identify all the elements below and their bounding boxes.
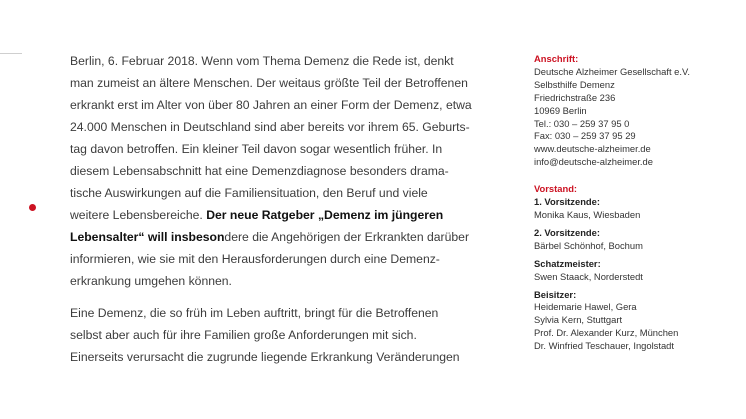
address-line: Friedrichstraße 236 (534, 91, 616, 103)
address-line: Selbsthilfe Demenz (534, 78, 615, 90)
body-line: selbst aber auch für ihre Familien große Anforderungen mit sich. (70, 328, 417, 342)
body-line: informieren, wie sie mit den Herausforderungen durch eine Demenz- (70, 252, 440, 266)
assessor-name: Prof. Dr. Alexander Kurz, München (534, 327, 679, 339)
address-heading: Anschrift: (534, 53, 579, 64)
board-heading: Vorstand: (534, 183, 578, 195)
body-line: Berlin, 6. Februar 2018. Wenn vom Thema Demenz die Rede ist, denkt (70, 54, 454, 68)
paragraph-second (70, 302, 500, 368)
section-gap (534, 169, 746, 183)
treasurer-role: Schatzmeister: (534, 257, 601, 269)
assessor-name: Dr. Winfried Teschauer, Ingolstadt (534, 340, 674, 352)
treasurer-name: Swen Staack, Norderstedt (534, 270, 643, 282)
body-line: erkrankt erst im Alter von über 80 Jahren an einer Form der Demenz, etwa (70, 98, 472, 112)
paragraph-gap (70, 292, 500, 302)
chair2-name: Bärbel Schönhof, Bochum (534, 239, 643, 251)
body-line: Einerseits verursacht die zugrunde liegende Erkrankung Veränderungen (70, 350, 460, 364)
press-release-body (70, 50, 500, 368)
body-line: diesem Lebensabschnitt hat eine Demenzdiagnose besonders drama- (70, 164, 449, 178)
body-line: man zumeist an ältere Menschen. Der weitaus größte Teil der Betroffenen (70, 76, 468, 90)
header-divider (0, 53, 22, 54)
chair1-name: Monika Kaus, Wiesbaden (534, 208, 641, 220)
bullet-marker (29, 204, 36, 211)
body-text: dere die Angehörigen der Erkrankten darüber (224, 230, 470, 244)
address-line: Deutsche Alzheimer Gesellschaft e.V. (534, 65, 690, 77)
body-line: erkrankung umgehen können. (70, 274, 232, 288)
body-text: weitere Lebensbereiche. (70, 208, 207, 222)
assessor-name: Heidemarie Hawel, Gera (534, 301, 637, 313)
chair1-role: 1. Vorsitzende: (534, 196, 600, 208)
body-line: tische Auswirkungen auf die Familiensituation, den Beruf und viele (70, 186, 428, 200)
contact-sidebar (534, 53, 746, 353)
paragraph-intro (70, 50, 500, 292)
body-line (70, 226, 500, 248)
emphasis-text: Der neue Ratgeber „Demenz im jüngeren (206, 208, 444, 222)
body-line: tag davon betroffen. Ein kleiner Teil davon sogar wesentlich früher. In (70, 142, 443, 156)
phone-line: Tel.: 030 – 259 37 95 0 (534, 117, 630, 129)
fax-line: Fax: 030 – 259 37 95 29 (534, 130, 636, 142)
website-line: www.deutsche-alzheimer.de (534, 143, 651, 155)
assessor-name: Sylvia Kern, Stuttgart (534, 314, 623, 326)
assessors-role: Beisitzer: (534, 288, 577, 300)
body-line: 24.000 Menschen in Deutschland sind aber bereits vor ihrem 65. Geburts- (70, 120, 470, 134)
chair2-role: 2. Vorsitzende: (534, 226, 600, 238)
emphasis-text: Lebensalter“ will insbeson (70, 230, 225, 244)
email-line: info@deutsche-alzheimer.de (534, 156, 653, 168)
address-line: 10969 Berlin (534, 104, 587, 116)
body-line: Eine Demenz, die so früh im Leben auftritt, bringt für die Betroffenen (70, 306, 439, 320)
body-line (70, 204, 500, 226)
